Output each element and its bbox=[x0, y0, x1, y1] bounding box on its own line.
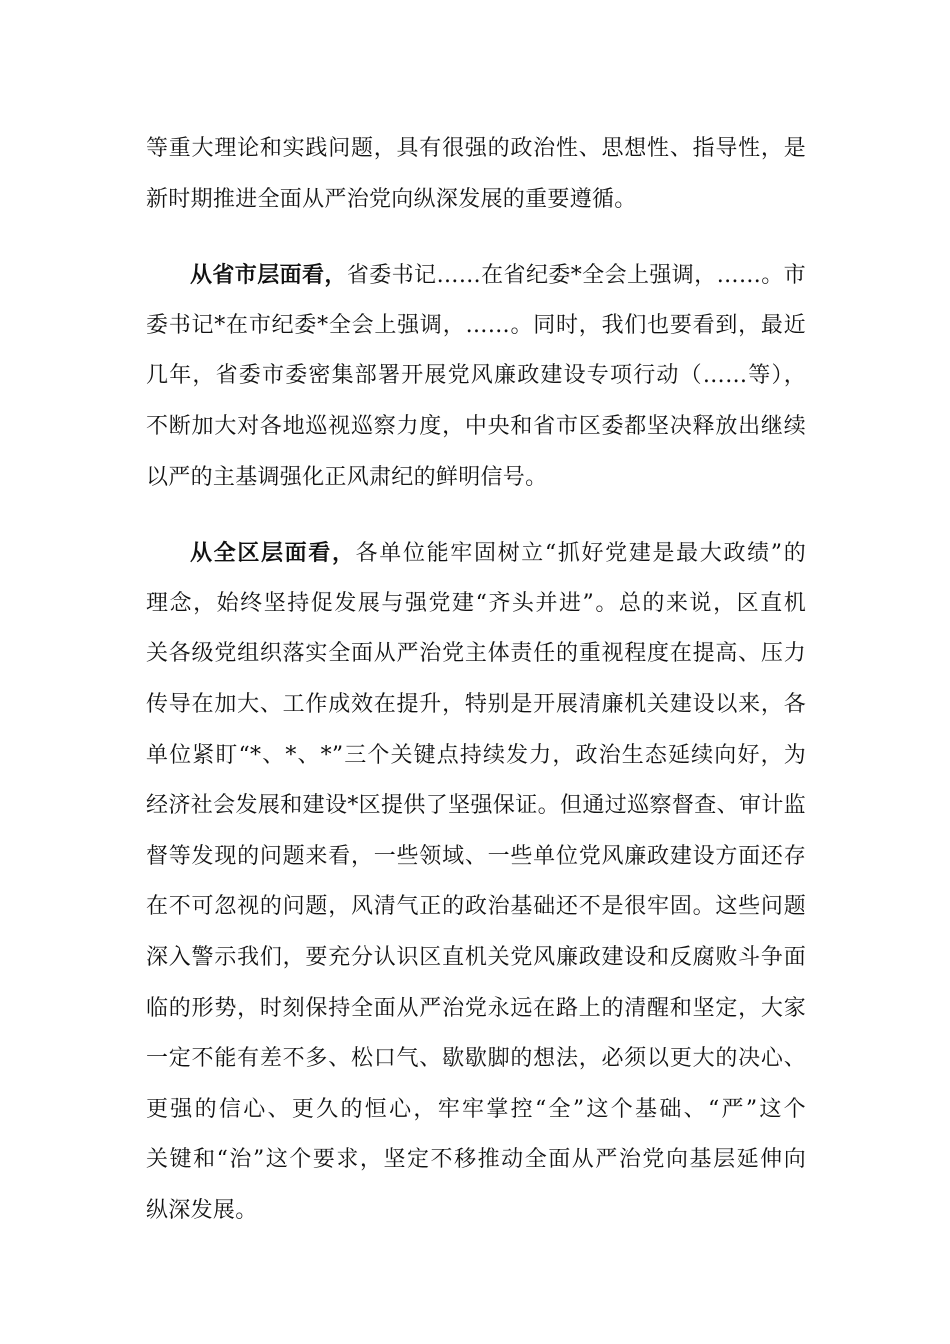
paragraph-line: 关各级党组织落实全面从严治党主体责任的重视程度在提高、压力 bbox=[146, 641, 806, 667]
paragraph-line: 在不可忽视的问题，风清气正的政治基础还不是很牢固。这些问题 bbox=[146, 894, 806, 920]
paragraph-heading: 从全区层面看， bbox=[190, 540, 356, 567]
paragraph-1 bbox=[146, 124, 806, 225]
paragraph-line: 关键和“治”这个要求，坚定不移推动全面从严治党向基层延伸向 bbox=[146, 1147, 806, 1173]
paragraph-line: 理念，始终坚持促发展与强党建“齐头并进”。总的来说，区直机 bbox=[146, 590, 806, 616]
document-page bbox=[146, 124, 806, 1236]
paragraph-2 bbox=[146, 250, 806, 503]
paragraph-first-line bbox=[146, 250, 806, 301]
paragraph-heading: 从省市层面看， bbox=[190, 262, 347, 289]
paragraph-line: 经济社会发展和建设*区提供了坚强保证。但通过巡察督查、审计监 bbox=[146, 793, 806, 819]
paragraph-line: 传导在加大、工作成效在提升，特别是开展清廉机关建设以来，各 bbox=[146, 691, 806, 717]
paragraph-line: 新时期推进全面从严治党向纵深发展的重要遵循。 bbox=[146, 186, 637, 212]
paragraph-line: 督等发现的问题来看，一些领域、一些单位党风廉政建设方面还存 bbox=[146, 843, 806, 869]
paragraph-line: 临的形势，时刻保持全面从严治党永远在路上的清醒和坚定，大家 bbox=[146, 995, 806, 1021]
paragraph-line: 以严的主基调强化正风肃纪的鲜明信号。 bbox=[146, 464, 548, 490]
paragraph-first-line bbox=[146, 528, 806, 579]
paragraph-line: 几年，省委市委密集部署开展党风廉政建设专项行动（……等）， bbox=[146, 363, 806, 389]
paragraph-line: 深入警示我们，要充分认识区直机关党风廉政建设和反腐败斗争面 bbox=[146, 944, 806, 970]
paragraph-spacer bbox=[146, 225, 806, 250]
paragraph-line: 等重大理论和实践问题，具有很强的政治性、思想性、指导性，是 bbox=[146, 136, 806, 161]
paragraph-line: 省委书记……在省纪委*全会上强调，……。市 bbox=[346, 263, 806, 289]
paragraph-line: 更强的信心、更久的恒心，牢牢掌控“全”这个基础、“严”这个 bbox=[146, 1096, 806, 1122]
paragraph-line: 纵深发展。 bbox=[146, 1197, 258, 1223]
paragraph-line: 单位紧盯“*、*、*”三个关键点持续发力，政治生态延续向好，为 bbox=[146, 742, 806, 768]
paragraph-spacer bbox=[146, 503, 806, 528]
paragraph-line: 一定不能有差不多、松口气、歇歇脚的想法，必须以更大的决心、 bbox=[146, 1046, 806, 1072]
paragraph-3 bbox=[146, 528, 806, 1236]
paragraph-line: 各单位能牢固树立“抓好党建是最大政绩”的 bbox=[355, 541, 806, 567]
paragraph-line: 委书记*在市纪委*全会上强调，……。同时，我们也要看到，最近 bbox=[146, 312, 806, 338]
paragraph-line: 不断加大对各地巡视巡察力度，中央和省市区委都坚决释放出继续 bbox=[146, 413, 806, 439]
